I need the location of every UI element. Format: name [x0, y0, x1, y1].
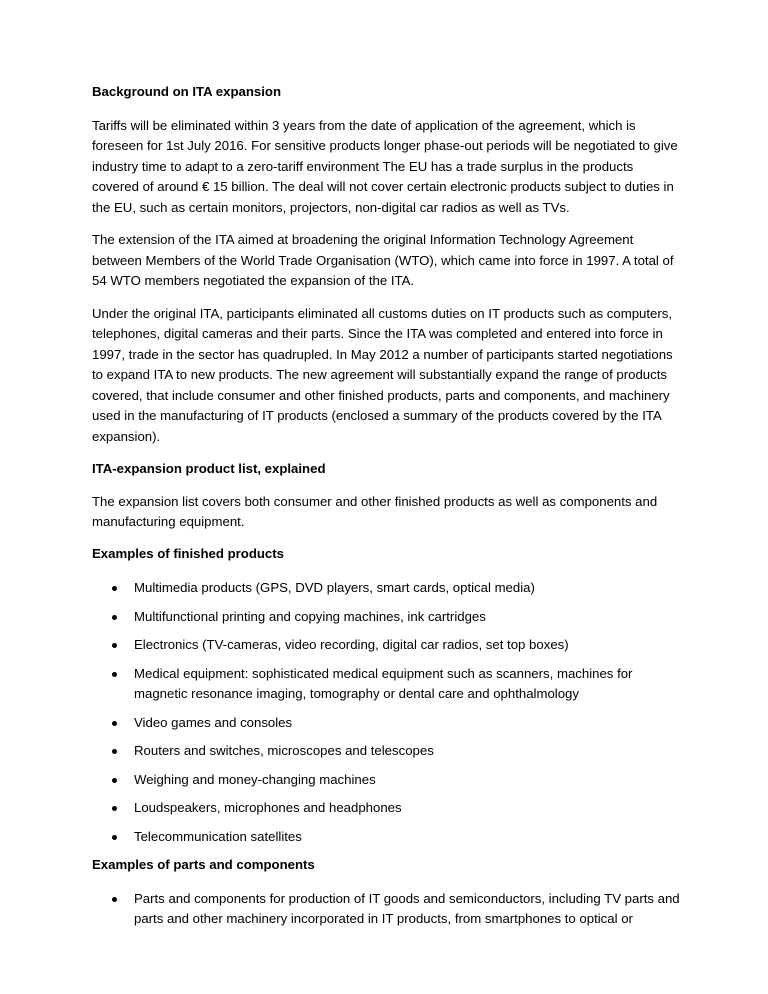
heading-parts-components: Examples of parts and components	[92, 857, 315, 872]
list-item	[92, 607, 682, 628]
bullet-icon	[112, 615, 117, 620]
list-item	[92, 770, 682, 791]
list-item	[92, 664, 682, 705]
bullet-icon	[112, 897, 117, 902]
heading-finished-products: Examples of finished products	[92, 545, 284, 561]
list-item	[92, 741, 682, 762]
bullet-icon	[112, 749, 117, 754]
list-item	[92, 889, 682, 930]
bullet-icon	[112, 586, 117, 591]
bullet-icon	[112, 672, 117, 677]
list-item-text: Medical equipment: sophisticated medical equipment such as scanners, machines for magnetic resonance imaging, tomography or dental care and ophthalmology	[134, 665, 633, 701]
list-item	[92, 713, 682, 734]
bullet-icon	[112, 835, 117, 840]
list-item-text: Multimedia products (GPS, DVD players, smart cards, optical media)	[134, 580, 535, 595]
bullet-icon	[112, 643, 117, 648]
list-item	[92, 827, 682, 848]
list-item-text: Multifunctional printing and copying machines, ink cartridges	[134, 608, 486, 624]
heading-background: Background on ITA expansion	[92, 84, 282, 99]
list-item-text: Loudspeakers, microphones and headphones	[134, 800, 402, 815]
paragraph-extension: The extension of the ITA aimed at broadening the original Information Technology Agreement between Members of the World Trade Organisation (WTO), which came into force in 1997. A total of 54 WTO members negotiated the expansion of the ITA.	[92, 232, 674, 288]
bullet-icon	[112, 806, 117, 811]
parts-components-list	[92, 889, 682, 930]
list-item-text: Weighing and money-changing machines	[134, 771, 376, 787]
paragraph-list-intro: The expansion list covers both consumer and other finished products as well as components and manufacturing equipment.	[92, 493, 658, 529]
list-item-text: Telecommunication satellites	[134, 828, 302, 844]
list-item	[92, 578, 682, 599]
list-item-text: Parts and components for production of IT goods and semiconductors, including TV parts and parts and other machinery incorporated in IT products, from smartphones to optical or	[134, 890, 680, 926]
bullet-icon	[112, 778, 117, 783]
paragraph-original-ita: Under the original ITA, participants eliminated all customs duties on IT products such as computers, telephones, digital cameras and their parts. Since the ITA was completed and entered into force in 1997, trade in the sector has quadrupled. In May 2012 a number of participants started negotiations to expand ITA to new products. The new agreement will substantially expand the range of products covered, that include consumer and other finished products, parts and components, and machinery used in the manufacturing of IT products (enclosed a summary of the products covered by the ITA expansion).	[92, 305, 673, 444]
document-page	[92, 82, 682, 938]
bullet-icon	[112, 721, 117, 726]
heading-product-list: ITA-expansion product list, explained	[92, 461, 326, 476]
list-item-text: Routers and switches, microscopes and telescopes	[134, 743, 434, 758]
list-item-text: Electronics (TV-cameras, video recording, digital car radios, set top boxes)	[134, 637, 569, 652]
paragraph-tariffs: Tariffs will be eliminated within 3 years from the date of application of the agreement, which is foreseen for 1st July 2016. For sensitive products longer phase-out periods will be negotiated to give industry time to adapt to a zero-tariff environment The EU has a trade surplus in the products covered of around € 15 billion. The deal will not cover certain electronic products subject to duties in the EU, such as certain monitors, projectors, non-digital car radios as well as TVs.	[92, 117, 678, 215]
list-item	[92, 635, 682, 656]
list-item-text: Video games and consoles	[134, 714, 293, 730]
list-item	[92, 798, 682, 819]
finished-products-list	[92, 578, 682, 847]
